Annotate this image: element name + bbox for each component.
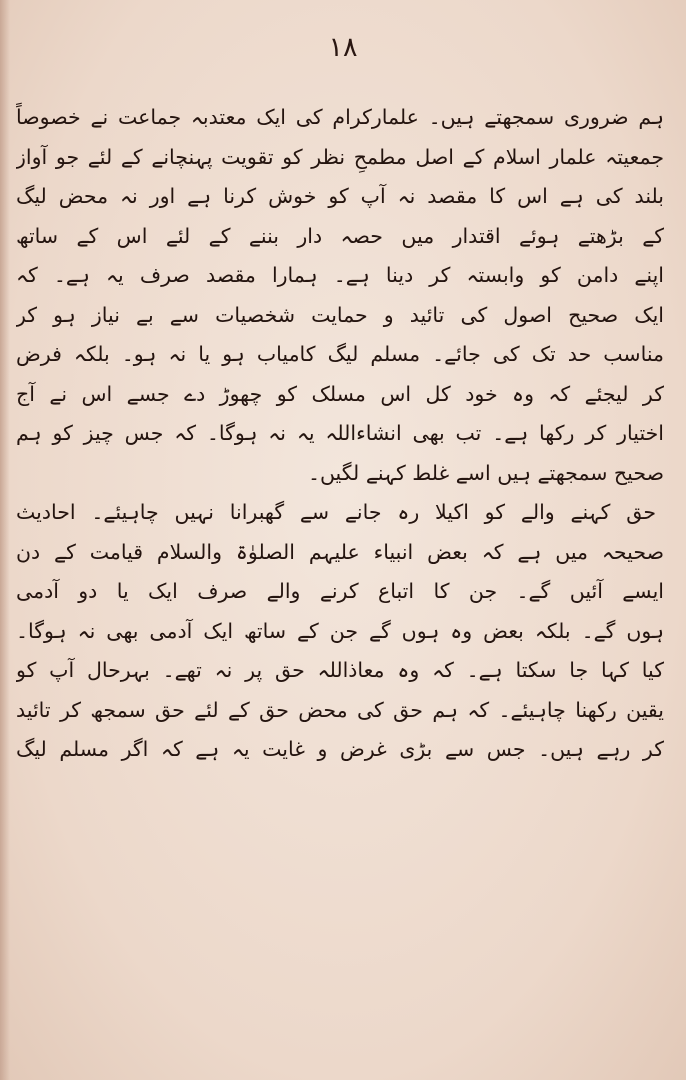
- text-line: کر رہے ہیں۔ جس سے بڑی غرض و غایت یہ ہے کہ اگر مسلم لیگ: [16, 737, 664, 761]
- text-line: ایسے آئیں گے۔ جن کا اتباع کرنے والے صرف ایک یا دو آدمی: [16, 579, 664, 603]
- text-line: کیا کہا جا سکتا ہے۔ کہ وہ معاذاللہ حق پر نہ تھے۔ بہرحال آپ کو: [16, 658, 664, 682]
- text-line: ہم ضروری سمجھتے ہیں۔ علمارکرام کی ایک معتدبہ جماعت نے خصوصاً: [16, 105, 664, 129]
- text-line: یقین رکھنا چاہیئے۔ کہ ہم حق کی محض حق کے لئے حق سمجھ کر تائید: [16, 697, 664, 722]
- text-line: کے بڑھتے ہوئے اقتدار میں حصہ دار بننے کے لئے اس کے ساتھ: [16, 223, 664, 248]
- paragraph-1: [16, 98, 664, 493]
- text-line: اختیار کر رکھا ہے۔ تب بھی انشاءاللہ یہ نہ ہوگا۔ کہ جس چیز کو ہم: [16, 421, 664, 445]
- text-line: مناسب حد تک کی جائے۔ مسلم لیگ کامیاب ہو یا نہ ہو۔ بلکہ فرض: [16, 342, 664, 366]
- text-line: صحیحہ میں ہے کہ بعض انبیاء علیہم الصلوٰۃ والسلام قیامت کے دن: [16, 539, 664, 564]
- text-line: بلند کی ہے اس کا مقصد نہ آپ کو خوش کرنا ہے اور نہ محض لیگ: [16, 184, 664, 208]
- body-text: [16, 98, 664, 770]
- text-line: حق کہنے والے کو اکیلا رہ جانے سے گھبرانا نہیں چاہیئے۔ احادیث: [16, 500, 656, 524]
- text-line: ایک صحیح اصول کی تائید و حمایت شخصیات سے بے نیاز ہو کر: [16, 302, 664, 327]
- page-number: ١٨: [328, 32, 358, 63]
- paragraph-2: [16, 493, 664, 770]
- text-line: جمعیتہ علمار اسلام کے اصل مطمحِ نظر کو تقویت پہنچانے کے لئے جو آواز: [16, 144, 664, 169]
- text-line: اپنے دامن کو وابستہ کر دینا ہے۔ ہمارا مقصد صرف یہ ہے۔ کہ: [16, 263, 664, 287]
- text-line: کر لیجئے کہ وہ خود کل اس مسلک کو چھوڑ دے جسے اس نے آج: [16, 381, 664, 406]
- text-line: صحیح سمجھتے ہیں اسے غلط کہنے لگیں۔: [307, 460, 664, 485]
- text-line: ہوں گے۔ بلکہ بعض وہ ہوں گے جن کے ساتھ ایک آدمی بھی نہ ہوگا۔: [16, 618, 664, 643]
